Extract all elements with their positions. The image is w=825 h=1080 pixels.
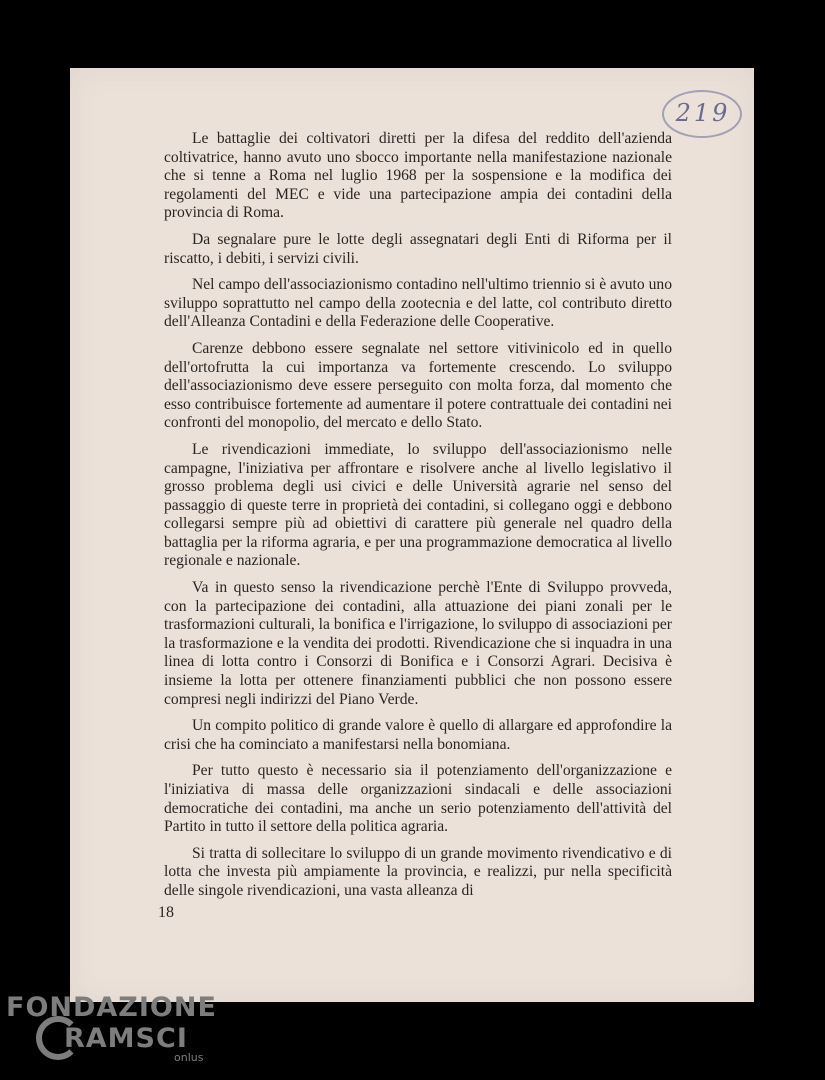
paragraph-7: Un compito politico di grande valore è quello di allargare ed approfondire la crisi che ha cominciato a manifestarsi nella bonomiana. <box>164 717 672 753</box>
paragraph-3: Nel campo dell'associazionismo contadino nell'ultimo triennio si è avuto uno sviluppo soprattutto nel campo della zootecnia e del latte, col contributo diretto dell'Alleanza Contadini e della Federazione delle Cooperative. <box>164 276 672 331</box>
paragraph-1: Le battaglie dei coltivatori diretti per la difesa del reddito dell'azienda coltivatrice, hanno avuto uno sbocco importante nella manifestazione nazionale che si tenne a Roma nel luglio 1968 per la sospensione e la modifica dei regolamenti del MEC e vide una partecipazione ampia dei contadini della provincia di Roma. <box>164 130 672 222</box>
logo-subtitle: onlus <box>174 1051 204 1064</box>
paragraph-2: Da segnalare pure le lotte degli assegnatari degli Enti di Riforma per il riscatto, i debiti, i servizi civili. <box>164 230 672 267</box>
paragraph-9: Si tratta di sollecitare lo sviluppo di un grande movimento rivendicativo e di lotta che investa più ampiamente la provincia, e realizzi, pur nella specificità delle singole rivendicazioni, una vasta alleanza di <box>164 844 672 899</box>
body-text <box>164 130 672 909</box>
fondazione-gramsci-logo <box>6 992 217 1072</box>
handwritten-folio-number: 219 <box>675 99 731 127</box>
page-number: 18 <box>158 904 174 921</box>
paragraph-5: Le rivendicazioni immediate, lo sviluppo dell'associazionismo nelle campagne, l'iniziativa per affrontare e risolvere anche al livello legislativo il grosso problema degli usi civici e delle Università agrarie nel senso del passaggio di queste terre in proprietà dei contadini, si collegano oggi e debbono collegarsi sempre più ad obiettivi di carattere più generale nel quadro della battaglia per la riforma agraria, e per una programmazione democratica al livello regionale e nazionale. <box>164 440 672 570</box>
logo-line-1: FONDAZIONE <box>6 992 217 1023</box>
paragraph-6: Va in questo senso la rivendicazione perchè l'Ente di Sviluppo provveda, con la partecipazione dei contadini, alla attuazione dei piani zonali per le trasformazioni culturali, la bonifica e l'irrigazione, lo sviluppo di associazioni per la trasformazione e la vendita dei prodotti. Rivendicazione che si inquadra in una linea di lotta contro i Consorzi di Bonifica e i Consorzi Agrari. Decisiva è insieme la lotta per ottenere finanziamenti pubblici che non possono essere compresi negli indirizzi del Piano Verde. <box>164 579 672 708</box>
paragraph-8: Per tutto questo è necessario sia il potenziamento dell'organizzazione e l'iniziativa di massa delle organizzazioni sindacali e delle associazioni democratiche dei contadini, ma anche un serio potenziamento dell'attività del Partito in tutto il settore della politica agraria. <box>164 762 672 836</box>
logo-line-2: RAMSCI <box>64 1023 188 1054</box>
paragraph-4: Carenze debbono essere segnalate nel settore vitivinicolo ed in quello dell'ortofrutta la cui importanza va fortemente crescendo. Lo sviluppo dell'associazionismo deve essere perseguito con molta forza, dal momento che esso contribuisce fortemente ad aumentare il potere contrattuale dei contadini nei confronti del monopolio, del mercato e dello Stato. <box>164 339 672 432</box>
